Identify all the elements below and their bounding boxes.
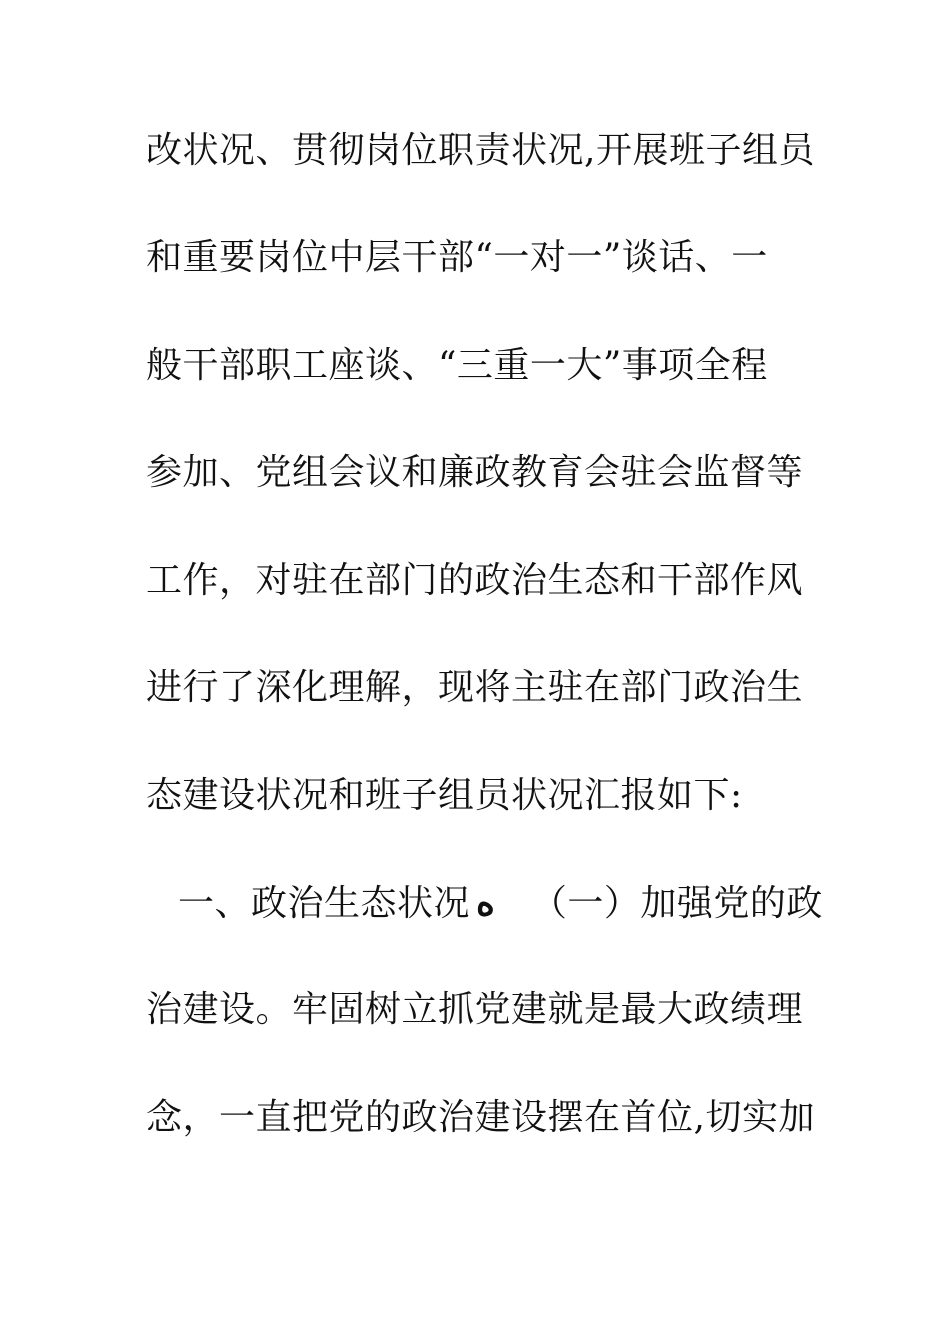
section-mark: ﻩ bbox=[476, 882, 495, 924]
body-text-line: 态建设状况和班子组员状况汇报如下: bbox=[146, 775, 743, 816]
body-text-line: 念，一直把党的政治建设摆在首位,切实加 bbox=[146, 1097, 815, 1138]
body-text-line: 进行了深化理解，现将主驻在部门政治生 bbox=[146, 667, 804, 708]
body-text-line: 般干部职工座谈、“三重一大”事项全程 bbox=[146, 345, 768, 386]
body-text-line: 参加、党组会议和廉政教育会驻会监督等 bbox=[146, 452, 804, 493]
body-text-line: 改状况、贯彻岗位职责状况,开展班子组员 bbox=[146, 130, 815, 171]
section-heading: 一、政治生态状况 bbox=[178, 883, 471, 924]
body-text-line: 工作，对驻在部门的政治生态和干部作风 bbox=[146, 560, 804, 601]
subsection-start: （一）加强党的政 bbox=[530, 883, 823, 924]
section-heading-line bbox=[178, 883, 858, 924]
body-text-line: 治建设。牢固树立抓党建就是最大政绩理 bbox=[146, 989, 804, 1030]
body-text-line: 和重要岗位中层干部“一对一”谈话、一 bbox=[146, 237, 768, 278]
